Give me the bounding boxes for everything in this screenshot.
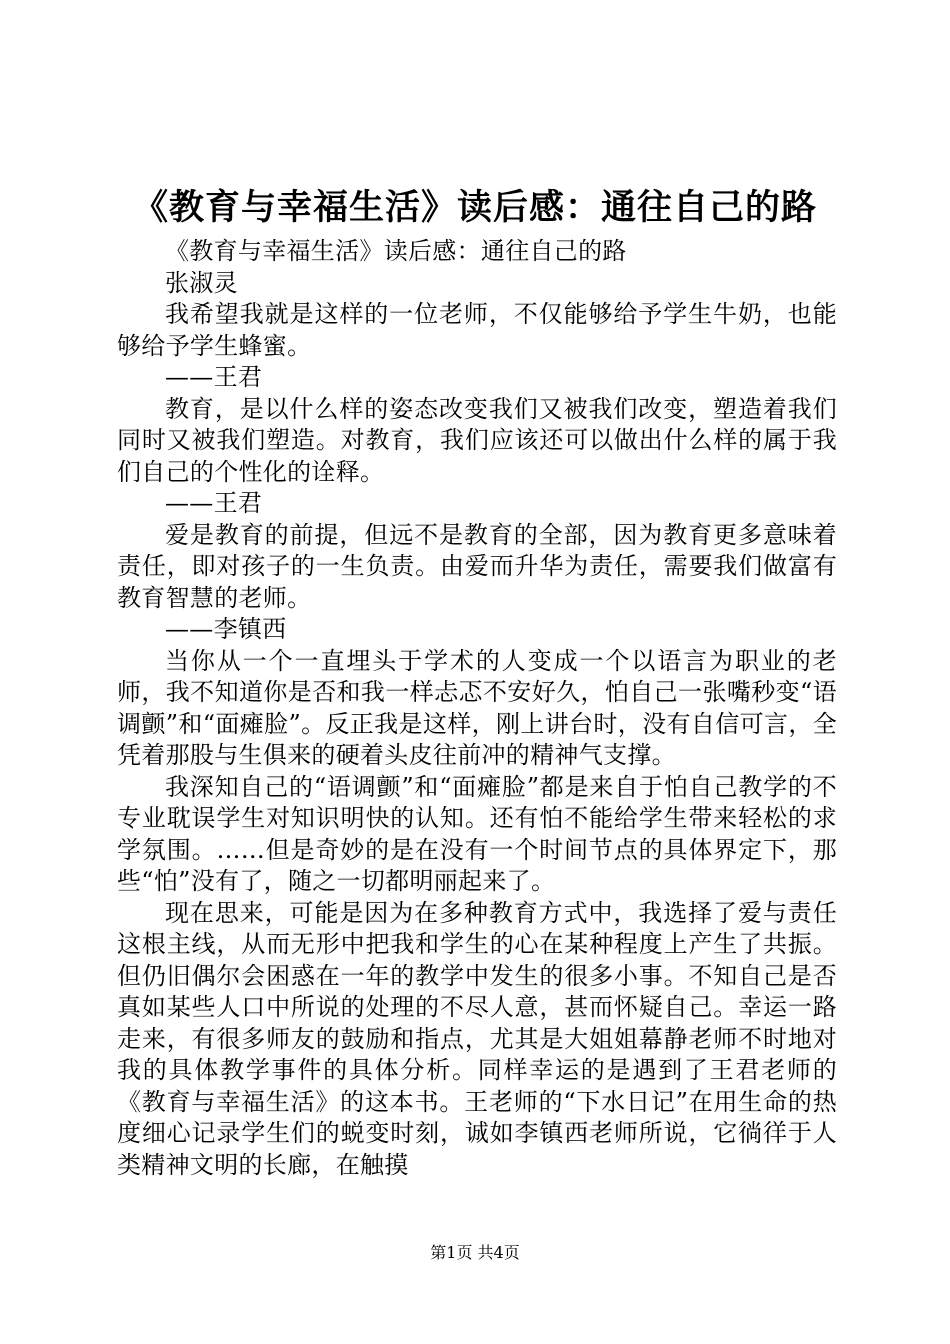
quote-paragraph: 爱是教育的前提，但远不是教育的全部，因为教育更多意味着责任，即对孩子的一生负责。由爱而升华为责任，需要我们做富有教育智慧的老师。 — [117, 520, 837, 612]
author-line: 张淑灵 — [165, 268, 238, 297]
quote-attribution: ——李镇西 — [165, 615, 287, 643]
quote-paragraph: 我希望我就是这样的一位老师，不仅能够给予学生牛奶，也能够给予学生蜂蜜。 — [117, 300, 837, 360]
body-paragraph: 当你从一个一直埋头于学术的人变成一个以语言为职业的老师，我不知道你是否和我一样忐忑不安好久，怕自己一张嘴秒变“语调颤”和“面瘫脸”。反正我是这样，刚上讲台时，没有自信可言，全凭着那股与生俱来的硬着头皮往前冲的精神气支撑。 — [117, 646, 837, 769]
document-title: 《教育与幸福生活》读后感：通往自己的路 — [132, 187, 817, 228]
subtitle-paragraph: 《教育与幸福生活》读后感：通往自己的路 — [165, 237, 627, 265]
quote-paragraph: 教育，是以什么样的姿态改变我们又被我们改变，塑造着我们同时又被我们塑造。对教育，我们应该还可以做出什么样的属于我们自己的个性化的诠释。 — [117, 394, 837, 486]
quote-attribution: ——王君 — [165, 363, 263, 391]
body-paragraph: 现在思来，可能是因为在多种教育方式中，我选择了爱与责任这根主线，从而无形中把我和学生的心在某种程度上产生了共振。但仍旧偶尔会困惑在一年的教学中发生的很多小事。不知自己是否真如某些人口中所说的处理的不尽人意，甚而怀疑自己。幸运一路走来，有很多师友的鼓励和指点，尤其是大姐姐幕静老师不时地对我的具体教学事件的具体分析。同样幸运的是遇到了王君老师的《教育与幸福生活》的这本书。王老师的“下水日记”在用生命的热度细心记录学生们的蜕变时刻，诚如李镇西老师所说，它徜徉于人类精神文明的长廊，在触摸 — [117, 898, 837, 1179]
document-body — [117, 236, 837, 1181]
quote-attribution: ——王君 — [165, 489, 263, 517]
body-paragraph: 我深知自己的“语调颤”和“面瘫脸”都是来自于怕自己教学的不专业耽误学生对知识明快的认知。还有怕不能给学生带来轻松的求学氛围。……但是奇妙的是在没有一个时间节点的具体界定下，那些“怕”没有了，随之一切都明丽起来了。 — [117, 772, 837, 895]
page-footer: 第1页 共4页 — [430, 1243, 520, 1262]
